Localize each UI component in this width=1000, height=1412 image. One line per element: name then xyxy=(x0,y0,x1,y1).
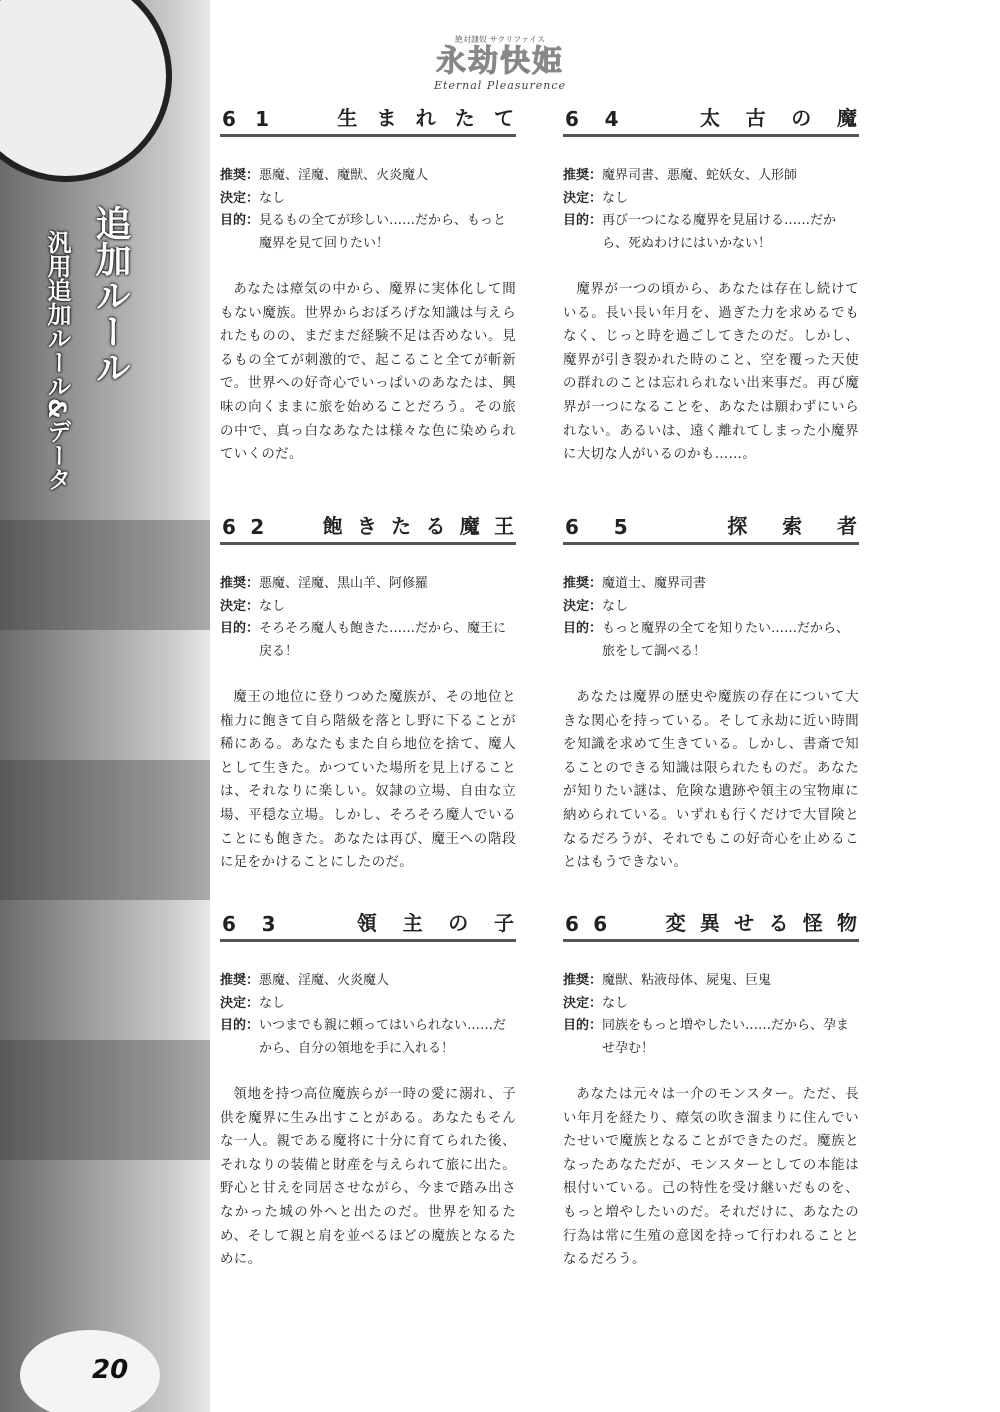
entry-title-char: 古 xyxy=(745,106,766,130)
chapter-subtitle: 汎用追加ルール&データ xyxy=(43,230,71,491)
decide-row xyxy=(563,188,859,211)
entry-title-char: 太 xyxy=(699,106,720,130)
recommend-row xyxy=(220,165,516,188)
purpose-value: 同族をもっと増やしたい……だから、孕ませ孕む！ xyxy=(602,1018,850,1056)
purpose-row xyxy=(563,1015,859,1060)
decide-value: なし xyxy=(602,190,629,206)
entry-body: あなたは瘴気の中から、魔界に実体化して間もない魔族。世界からおぼろげな知識は与えられたものの、まだまだ経験不足は否めない。見るもの全てが刺激的で、起こること全てが斬新で。世界への好奇心でいっぱいのあなたは、興味の向くままに旅を始めることだろう。その旅の中で、真っ白なあなたは様々な色に染められていくのだ。 xyxy=(220,282,516,463)
entry-number: 6 xyxy=(222,107,236,131)
character-illustration xyxy=(20,1330,160,1412)
decide-row xyxy=(220,188,516,211)
entry-title-char: 領 xyxy=(356,911,377,935)
entry-title-char: 魔 xyxy=(836,106,857,130)
entry-number: 6 xyxy=(565,107,579,131)
decide-row xyxy=(220,993,516,1016)
recommend-label: 推奨： xyxy=(563,973,603,988)
recommend-label: 推奨： xyxy=(563,576,603,591)
recommend-row xyxy=(563,165,859,188)
recommend-row xyxy=(563,573,859,596)
purpose-row xyxy=(563,210,859,255)
recommend-value: 魔道士、魔界司書 xyxy=(602,576,707,591)
recommend-value: 魔獣、粘液母体、屍鬼、巨鬼 xyxy=(602,973,772,988)
logo-subtitle: Eternal Pleasurence xyxy=(433,79,567,92)
entry-title-char: 王 xyxy=(493,514,514,538)
decide-label: 決定： xyxy=(220,995,260,1011)
decide-value: なし xyxy=(259,995,286,1011)
entry-title-char: 者 xyxy=(836,514,857,538)
purpose-label: 目的： xyxy=(220,1018,260,1033)
entry-number: 3 xyxy=(261,912,276,936)
entry-title-char: 飽 xyxy=(322,514,343,538)
entry-title-char: ま xyxy=(376,106,397,130)
entry-heading xyxy=(563,105,859,137)
recommend-label: 推奨： xyxy=(563,168,603,183)
purpose-value: 見るもの全てが珍しい……だから、もっと魔界を見て回りたい！ xyxy=(259,213,507,251)
purpose-label: 目的： xyxy=(563,621,603,636)
recommend-value: 魔界司書、悪魔、蛇妖女、人形師 xyxy=(602,168,798,183)
page-number: 20 xyxy=(92,1355,129,1385)
purpose-value: いつまでも親に頼ってはいられない……だから、自分の領地を手に入れる！ xyxy=(259,1018,507,1056)
entry-heading xyxy=(220,105,516,137)
entry-number: 2 xyxy=(250,515,265,539)
entry-number: 6 xyxy=(565,912,579,936)
recommend-value: 悪魔、淫魔、火炎魔人 xyxy=(259,973,390,988)
recommend-label: 推奨： xyxy=(220,973,260,988)
logo-tagline: 絶対隷奴 サクリファイス xyxy=(455,35,545,44)
entry-title-char: 子 xyxy=(493,911,514,935)
entry-body: 魔界が一つの頃から、あなたは存在し続けている。長い長い年月を、過ぎた力を求めるでもなく、じっと時を過ごしてきたのだ。しかし、魔界が引き裂かれた時のこと、空を覆った天使の群れのことは忘れられない出来事だ。再び魔界が一つになることを、あなたは願わずにいられない。あるいは、遠く離れてしまった小魔界に大切な人がいるのかも……。 xyxy=(563,282,859,463)
recommend-row xyxy=(563,970,859,993)
entry-section xyxy=(220,105,516,467)
entry-heading xyxy=(220,910,516,942)
purpose-label: 目的： xyxy=(220,213,260,228)
recommend-value: 悪魔、淫魔、黒山羊、阿修羅 xyxy=(259,576,429,591)
entry-number: 6 xyxy=(565,515,579,539)
decide-value: なし xyxy=(259,598,286,614)
entry-title-char: る xyxy=(425,514,446,538)
decide-row xyxy=(563,993,859,1016)
decide-label: 決定： xyxy=(563,995,603,1011)
purpose-row xyxy=(220,210,516,255)
entry-section xyxy=(220,910,516,1272)
entry-number: 6 xyxy=(222,912,236,936)
decide-label: 決定： xyxy=(220,598,260,614)
purpose-label: 目的： xyxy=(563,213,603,228)
entry-section xyxy=(563,105,859,467)
decide-value: なし xyxy=(602,995,629,1011)
side-illustration xyxy=(0,0,210,1412)
entry-title-char: れ xyxy=(415,106,436,130)
entry-title-char: る xyxy=(768,911,789,935)
entry-title-char: 異 xyxy=(699,911,720,935)
entry-title-char: て xyxy=(493,106,514,130)
recommend-label: 推奨： xyxy=(220,168,260,183)
entry-title-char: の xyxy=(448,911,469,935)
entry-title-char: 探 xyxy=(727,514,748,538)
decide-value: なし xyxy=(602,598,629,614)
decide-label: 決定： xyxy=(563,190,603,206)
entry-title-char: 怪 xyxy=(802,911,823,935)
recommend-label: 推奨： xyxy=(220,576,260,591)
entry-title-char: 索 xyxy=(782,514,803,538)
purpose-value: 再び一つになる魔界を見届ける……だから、死ぬわけにはいかない！ xyxy=(602,213,837,251)
recommend-row xyxy=(220,573,516,596)
entry-number: 4 xyxy=(604,107,619,131)
entry-heading xyxy=(220,513,516,545)
entry-title-char: せ xyxy=(734,911,755,935)
purpose-value: そろそろ魔人も飽きた……だから、魔王に戻る！ xyxy=(259,621,507,659)
decide-row xyxy=(563,596,859,619)
chapter-title: 追加ルール xyxy=(90,205,131,385)
recommend-row xyxy=(220,970,516,993)
purpose-value: もっと魔界の全てを知りたい……だから、旅をして調べる！ xyxy=(602,621,850,659)
entry-title-char: 生 xyxy=(337,106,358,130)
entry-section xyxy=(563,910,859,1272)
entry-body: あなたは元々は一介のモンスター。ただ、長い年月を経たり、瘴気の吹き溜まりに住んでいたせいで魔族となることができたのだ。魔族となったあなただが、モンスターとしての本能は根付いている。己の特性を受け継いだものを、もっと増やしたいのだ。それだけに、あなたの行為は常に生殖の意図を持って行われることとなるだろう。 xyxy=(563,1087,859,1268)
entry-section xyxy=(220,513,516,875)
entry-heading xyxy=(563,513,859,545)
entry-title-char: 変 xyxy=(665,911,686,935)
decide-value: なし xyxy=(259,190,286,206)
purpose-row xyxy=(220,1015,516,1060)
entry-title-char: 主 xyxy=(402,911,423,935)
decide-label: 決定： xyxy=(220,190,260,206)
entry-number: 6 xyxy=(593,912,608,936)
decide-label: 決定： xyxy=(563,598,603,614)
entry-body: 魔王の地位に登りつめた魔族が、その地位と権力に飽きて自ら階級を落とし野に下ることが稀にある。あなたもまた自ら地位を捨て、魔人として生きた。かつていた場所を見上げることは、それなりに楽しい。奴隷の立場、自由な立場、平穏な立場。しかし、そろそろ魔人でいることにも飽きた。あなたは再び、魔王への階段に足をかけることにしたのだ。 xyxy=(220,690,516,871)
entry-number: 1 xyxy=(255,107,269,131)
entry-title-char: の xyxy=(791,106,812,130)
illustration-band xyxy=(0,760,210,900)
purpose-label: 目的： xyxy=(220,621,260,636)
purpose-row xyxy=(220,618,516,663)
illustration-band xyxy=(0,1040,210,1160)
entry-body: あなたは魔界の歴史や魔族の存在について大きな関心を持っている。そして永劫に近い時間を知識を求めて生きている。しかし、書斎で知ることのできる知識は限られたものだ。あなたが知りたい謎は、危険な遺跡や領主の宝物庫に納められている。いずれも行くだけで大冒険となるだろうが、それでもこの好奇心を止めることはもうできない。 xyxy=(563,690,859,871)
logo xyxy=(415,34,585,92)
entry-number: 6 xyxy=(222,515,236,539)
logo-title: 永劫快姫 xyxy=(436,44,564,79)
entry-heading xyxy=(563,910,859,942)
entry-number: 5 xyxy=(613,515,628,539)
sun-face-illustration xyxy=(0,0,172,182)
purpose-row xyxy=(563,618,859,663)
illustration-band xyxy=(0,520,210,630)
entry-section xyxy=(563,513,859,875)
recommend-value: 悪魔、淫魔、魔獣、火炎魔人 xyxy=(259,168,429,183)
entry-title-char: 魔 xyxy=(459,514,480,538)
entry-body: 領地を持つ高位魔族らが一時の愛に溺れ、子供を魔界に生み出すことがある。あなたもそんな一人。親である魔将に十分に育てられた後、それなりの装備と財産を与えられて旅に出た。野心と甘えを同居させながら、今まで踏み出さなかった城の外へと出たのだ。世界を知るため、そして親と肩を並べるほどの魔族となるために。 xyxy=(220,1087,516,1268)
entry-title-char: た xyxy=(391,514,412,538)
entry-title-char: 物 xyxy=(836,911,857,935)
purpose-label: 目的： xyxy=(563,1018,603,1033)
decide-row xyxy=(220,596,516,619)
entry-title-char: き xyxy=(356,514,377,538)
entry-title-char: た xyxy=(454,106,475,130)
